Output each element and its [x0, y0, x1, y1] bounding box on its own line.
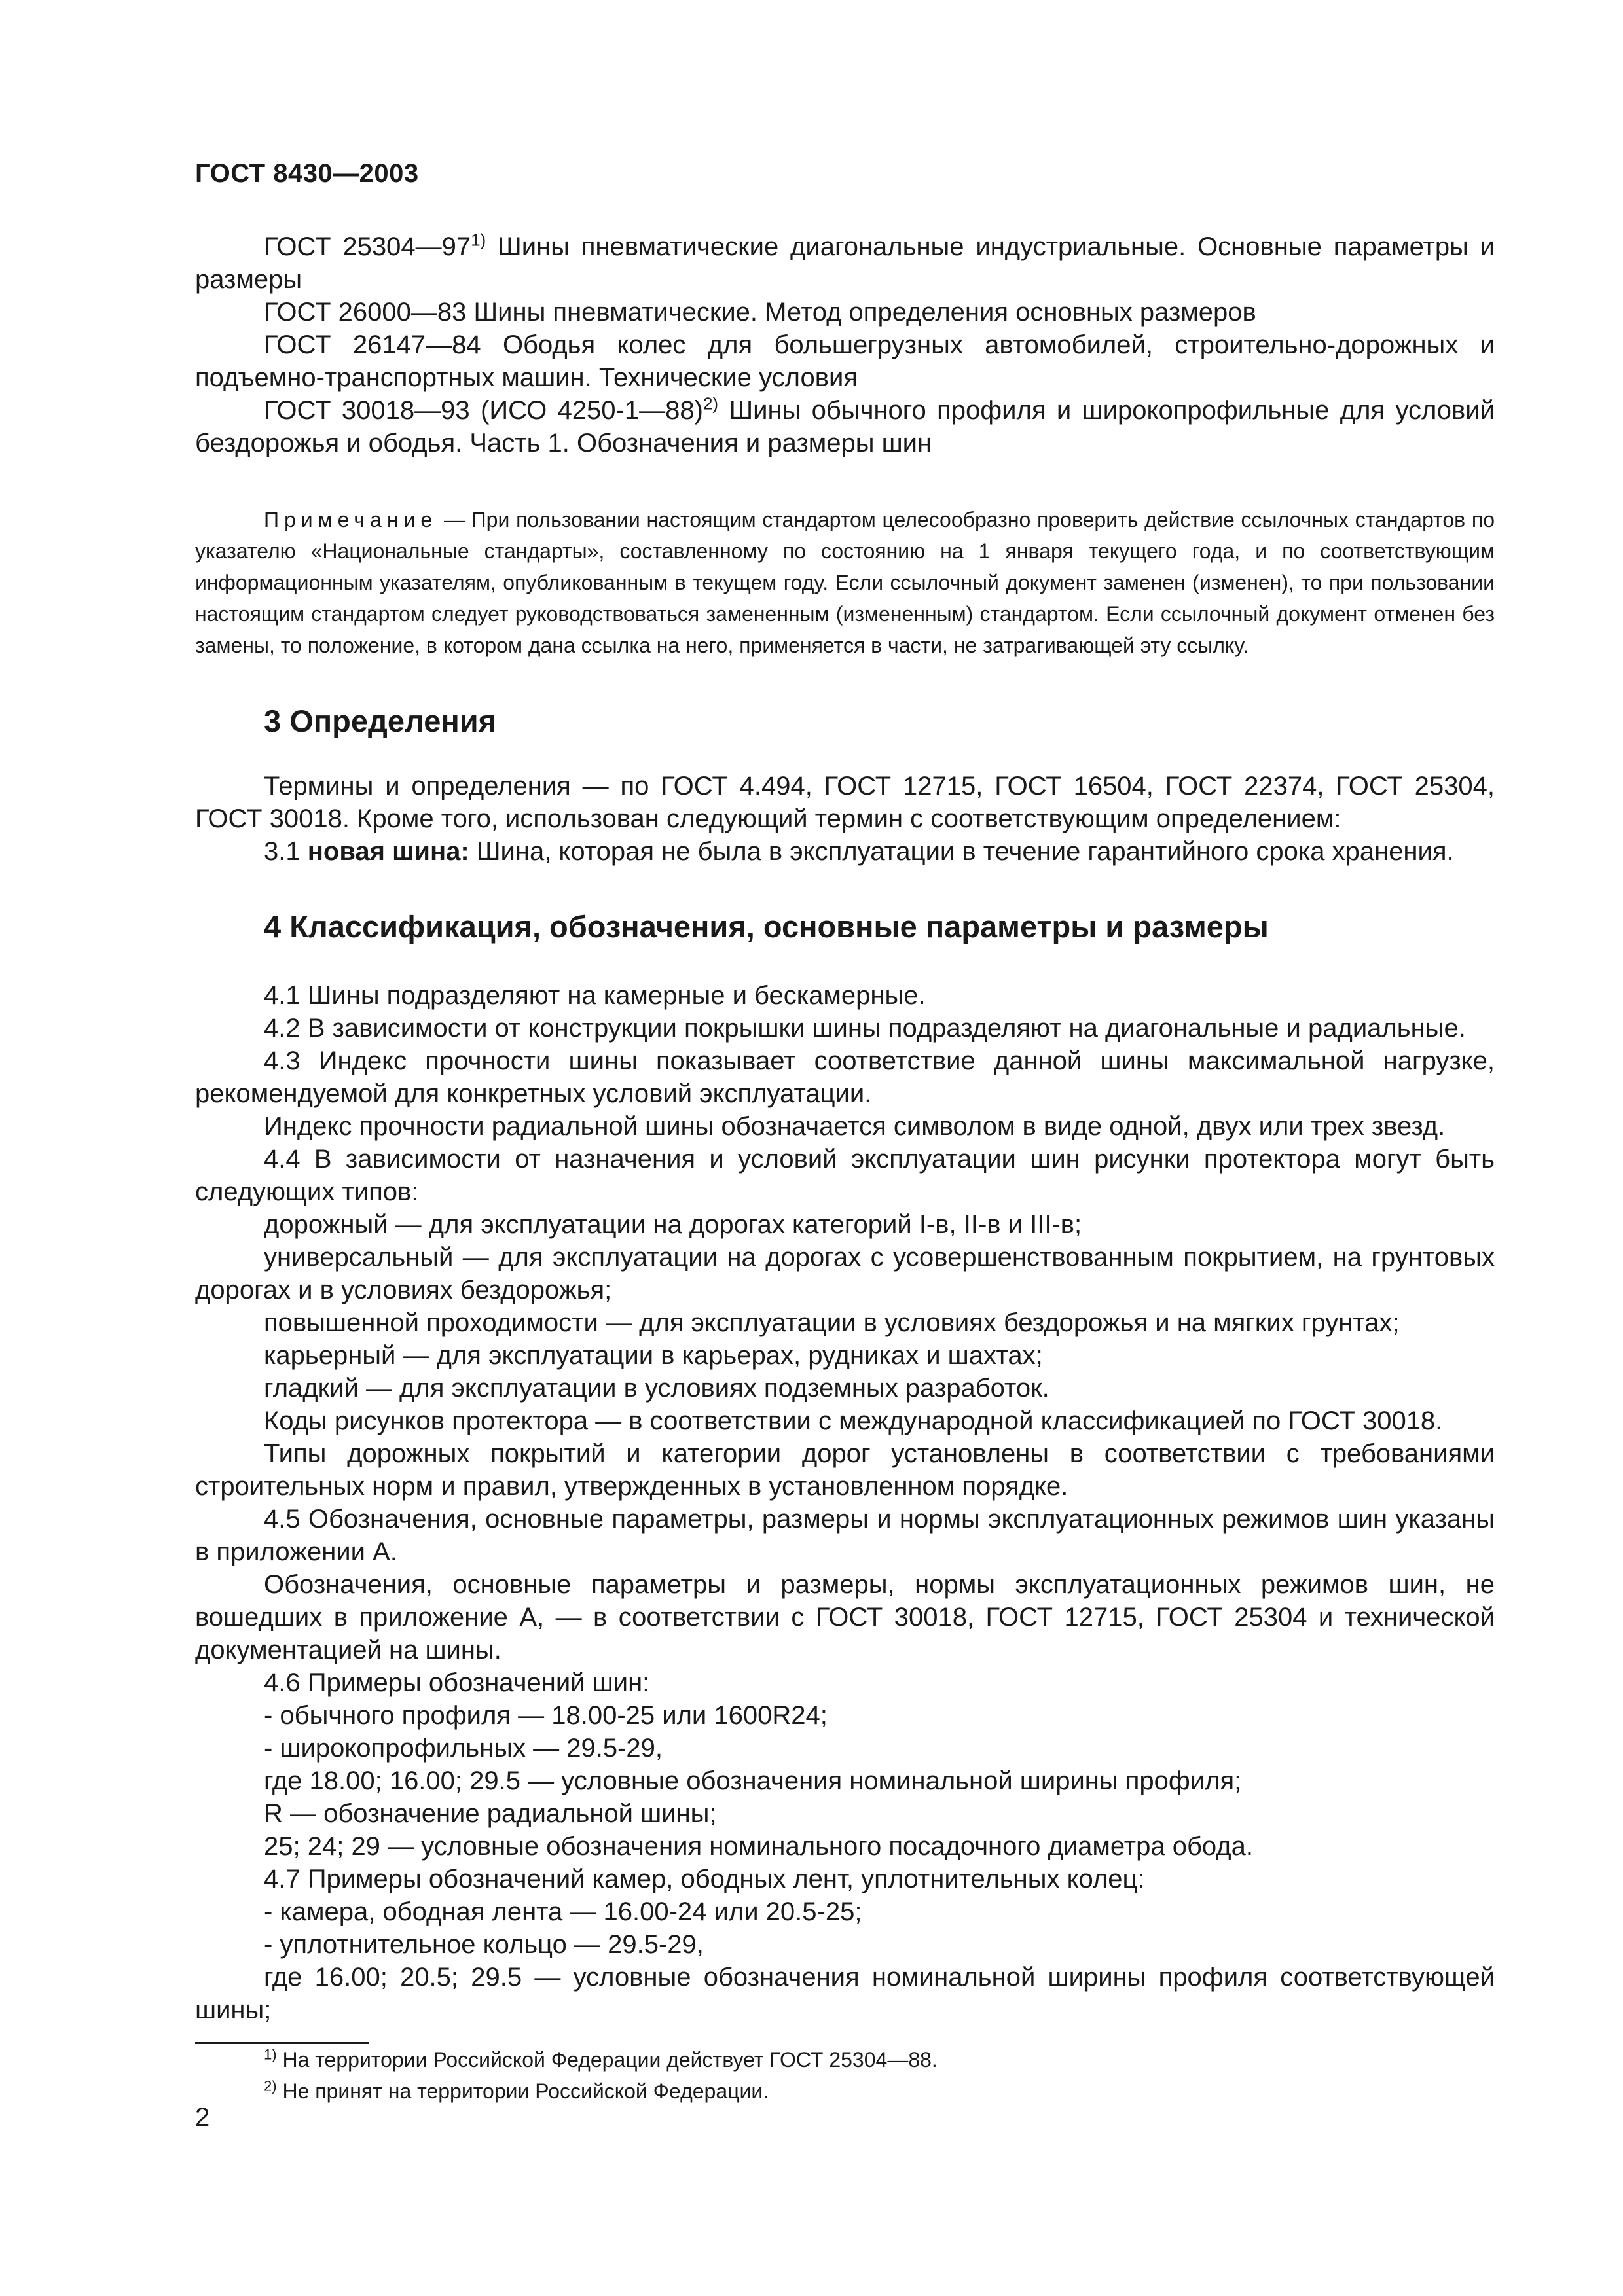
paragraph: - уплотнительное кольцо — 29.5-29, [264, 1930, 704, 1959]
paragraph: - обычного профиля — 18.00-25 или 1600R24; [264, 1701, 828, 1730]
paragraph: - камера, ободная лента — 16.00-24 или 20.5-25; [264, 1897, 862, 1926]
paragraph: Обозначения, основные параметры и размеры, нормы эксплуатационных режимов шин, не вошедших в приложение А, — в соответствии с ГОСТ 30018, ГОСТ 12715, ГОСТ 25304 и технической документацией на шины. [195, 1570, 1495, 1664]
paragraph: дорожный — для эксплуатации на дорогах категорий I-в, II-в и III-в; [264, 1210, 1082, 1239]
paragraph: 4.3 Индекс прочности шины показывает соответствие данной шины максимальной нагрузке, рекомендуемой для конкретных условий эксплуатации. [195, 1047, 1495, 1108]
paragraph: 4.5 Обозначения, основные параметры, размеры и нормы эксплуатационных режимов шин указаны в приложении А. [195, 1505, 1495, 1566]
paragraph: - широкопрофильных — 29.5-29, [264, 1734, 663, 1763]
paragraph: где 18.00; 16.00; 29.5 — условные обозначения номинальной ширины профиля; [264, 1767, 1242, 1795]
paragraph: гладкий — для эксплуатации в условиях подземных разработок. [264, 1374, 1049, 1403]
page-number: 2 [195, 2103, 210, 2132]
paragraph: 4.2 В зависимости от конструкции покрышки шины подразделяют на диагональные и радиальные. [264, 1014, 1466, 1043]
paragraph: Индекс прочности радиальной шины обозначается символом в виде одной, двух или трех звезд. [264, 1112, 1446, 1141]
paragraph: 4.1 Шины подразделяют на камерные и бескамерные. [264, 981, 926, 1010]
document-body [195, 230, 1495, 2107]
footnote-mark: 1) [471, 230, 486, 250]
paragraph: универсальный — для эксплуатации на дорогах с усовершенствованным покрытием, на грунтовых дорогах и в условиях бездорожья; [195, 1243, 1495, 1304]
paragraph: 4.7 Примеры обозначений камер, ободных лент, уплотнительных колец: [264, 1865, 1145, 1893]
paragraph: 4.6 Примеры обозначений шин: [264, 1668, 650, 1697]
definition-3-1: 3.1 новая шина: Шина, которая не была в эксплуатации в течение гарантийного срока хранения. [264, 837, 1454, 866]
page-header: ГОСТ 8430—2003 [195, 159, 419, 188]
paragraph: 4.4 В зависимости от назначения и условий эксплуатации шин рисунки протектора могут быть следующих типов: [195, 1145, 1495, 1206]
paragraph: 25; 24; 29 — условные обозначения номинального посадочного диаметра обода. [264, 1832, 1253, 1861]
section-3-heading: 3 Определения [264, 704, 497, 738]
note-label: Примечание [264, 508, 438, 531]
reference-gost-26147: ГОСТ 26147—84 Ободья колес для большегрузных автомобилей, строительно-дорожных и подъемно-транспортных машин. Технические условия [195, 331, 1495, 392]
paragraph: где 16.00; 20.5; 29.5 — условные обозначения номинальной ширины профиля соответствующей шины; [195, 1963, 1495, 2024]
reference-gost-30018: ГОСТ 30018—93 (ИСО 4250-1—88)$^{2)}$ Шины обычного профиля и широкопрофильные для условий бездорожья и ободья. Часть 1. Обозначения и размеры шин [195, 393, 1495, 457]
reference-gost-25304: ГОСТ 25304—97$^{1)}$ Шины пневматические диагональные индустриальные. Основные параметры и размеры [195, 230, 1495, 294]
footnote-2: $^{2)}$ Не принят на территории Российской Федерации. [264, 2077, 769, 2103]
section-4-heading: 4 Классификация, обозначения, основные параметры и размеры [264, 909, 1269, 944]
section-3-intro: Термины и определения — по ГОСТ 4.494, ГОСТ 12715, ГОСТ 16504, ГОСТ 22374, ГОСТ 25304, ГОСТ 30018. Кроме того, использован следующий термин с соответствующим определением: [195, 772, 1495, 833]
paragraph: Коды рисунков протектора — в соответствии с международной классификацией по ГОСТ 30018. [264, 1407, 1443, 1435]
paragraph: повышенной проходимости — для эксплуатации в условиях бездорожья и на мягких грунтах; [264, 1308, 1400, 1337]
paragraph: R — обозначение радиальной шины; [264, 1799, 717, 1828]
paragraph: Типы дорожных покрытий и категории дорог установлены в соответствии с требованиями строительных норм и правил, утвержденных в установленном порядке. [195, 1439, 1495, 1501]
defined-term: новая шина: [307, 837, 469, 866]
reference-gost-26000: ГОСТ 26000—83 Шины пневматические. Метод определения основных размеров [264, 298, 1256, 327]
note-paragraph: Примечание — При пользовании настоящим стандартом целесообразно проверить действие ссылочных стандартов по указателю «Национальные стандарты», составленному по состоянию на 1 января текущего года, и по соответствующим информационным указателям, опубликованным в текущем году. Если ссылочный документ заменен (изменен), то при пользовании настоящим стандартом следует руководствоваться замененным (измененным) стандартом. Если ссылочный документ отменен без замены, то положение, в котором дана ссылка на него, применяется в части, не затрагивающей эту ссылку. [195, 508, 1495, 657]
footnote-1: $^{1)}$ На территории Российской Федерации действует ГОСТ 25304—88. [264, 2046, 938, 2072]
footnote-mark: 2) [702, 393, 719, 414]
paragraph: карьерный — для эксплуатации в карьерах, рудниках и шахтах; [264, 1341, 1043, 1370]
